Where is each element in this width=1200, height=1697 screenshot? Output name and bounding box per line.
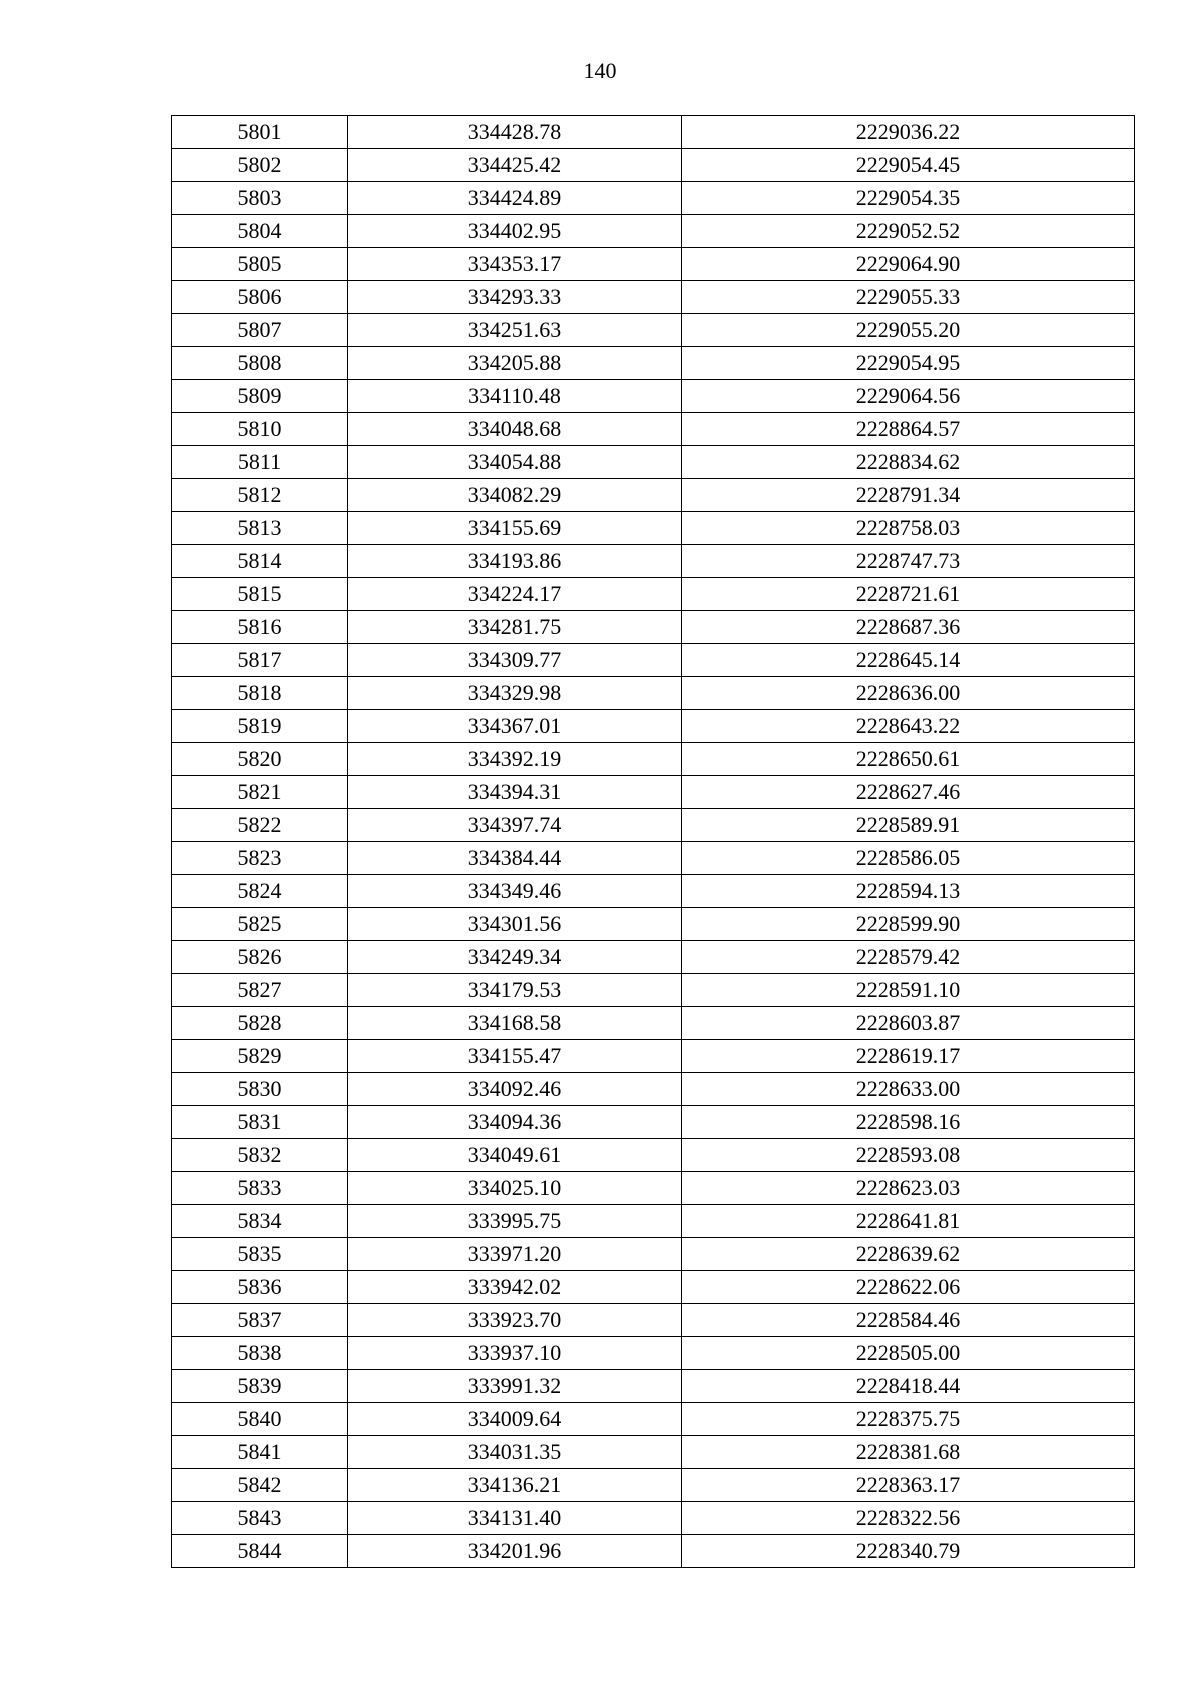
point-number-cell: 5843 (172, 1502, 348, 1535)
table-row (172, 413, 1135, 446)
point-number-cell: 5817 (172, 644, 348, 677)
x-coordinate-cell: 334384.44 (348, 842, 682, 875)
table-row (172, 182, 1135, 215)
x-coordinate-cell: 334009.64 (348, 1403, 682, 1436)
y-coordinate-cell: 2228636.00 (682, 677, 1135, 710)
table-row (172, 1337, 1135, 1370)
y-coordinate-cell: 2228633.00 (682, 1073, 1135, 1106)
x-coordinate-cell: 334397.74 (348, 809, 682, 842)
point-number-cell: 5809 (172, 380, 348, 413)
point-number-cell: 5824 (172, 875, 348, 908)
y-coordinate-cell: 2228864.57 (682, 413, 1135, 446)
y-coordinate-cell: 2228641.81 (682, 1205, 1135, 1238)
x-coordinate-cell: 334131.40 (348, 1502, 682, 1535)
table-row (172, 149, 1135, 182)
table-row (172, 1007, 1135, 1040)
table-row (172, 908, 1135, 941)
x-coordinate-cell: 334049.61 (348, 1139, 682, 1172)
x-coordinate-cell: 334329.98 (348, 677, 682, 710)
x-coordinate-cell: 334205.88 (348, 347, 682, 380)
y-coordinate-cell: 2228375.75 (682, 1403, 1135, 1436)
table-row (172, 974, 1135, 1007)
y-coordinate-cell: 2228591.10 (682, 974, 1135, 1007)
x-coordinate-cell: 334155.69 (348, 512, 682, 545)
coordinates-table-body (172, 116, 1135, 1568)
table-row (172, 1205, 1135, 1238)
point-number-cell: 5840 (172, 1403, 348, 1436)
x-coordinate-cell: 333991.32 (348, 1370, 682, 1403)
x-coordinate-cell: 334179.53 (348, 974, 682, 1007)
y-coordinate-cell: 2228791.34 (682, 479, 1135, 512)
point-number-cell: 5826 (172, 941, 348, 974)
x-coordinate-cell: 333937.10 (348, 1337, 682, 1370)
point-number-cell: 5801 (172, 116, 348, 149)
x-coordinate-cell: 334353.17 (348, 248, 682, 281)
y-coordinate-cell: 2228643.22 (682, 710, 1135, 743)
y-coordinate-cell: 2228586.05 (682, 842, 1135, 875)
table-row (172, 512, 1135, 545)
point-number-cell: 5812 (172, 479, 348, 512)
table-row (172, 446, 1135, 479)
point-number-cell: 5844 (172, 1535, 348, 1568)
point-number-cell: 5808 (172, 347, 348, 380)
point-number-cell: 5813 (172, 512, 348, 545)
x-coordinate-cell: 334249.34 (348, 941, 682, 974)
table-row (172, 1502, 1135, 1535)
point-number-cell: 5831 (172, 1106, 348, 1139)
x-coordinate-cell: 334428.78 (348, 116, 682, 149)
point-number-cell: 5814 (172, 545, 348, 578)
y-coordinate-cell: 2228363.17 (682, 1469, 1135, 1502)
table-row (172, 1370, 1135, 1403)
y-coordinate-cell: 2228340.79 (682, 1535, 1135, 1568)
x-coordinate-cell: 334094.36 (348, 1106, 682, 1139)
x-coordinate-cell: 334281.75 (348, 611, 682, 644)
point-number-cell: 5819 (172, 710, 348, 743)
y-coordinate-cell: 2228623.03 (682, 1172, 1135, 1205)
y-coordinate-cell: 2228721.61 (682, 578, 1135, 611)
point-number-cell: 5838 (172, 1337, 348, 1370)
table-row (172, 248, 1135, 281)
point-number-cell: 5834 (172, 1205, 348, 1238)
y-coordinate-cell: 2228687.36 (682, 611, 1135, 644)
point-number-cell: 5836 (172, 1271, 348, 1304)
point-number-cell: 5832 (172, 1139, 348, 1172)
y-coordinate-cell: 2229036.22 (682, 116, 1135, 149)
point-number-cell: 5841 (172, 1436, 348, 1469)
table-row (172, 1172, 1135, 1205)
x-coordinate-cell: 334082.29 (348, 479, 682, 512)
table-row (172, 875, 1135, 908)
point-number-cell: 5820 (172, 743, 348, 776)
table-row (172, 479, 1135, 512)
point-number-cell: 5811 (172, 446, 348, 479)
y-coordinate-cell: 2228622.06 (682, 1271, 1135, 1304)
point-number-cell: 5804 (172, 215, 348, 248)
x-coordinate-cell: 334394.31 (348, 776, 682, 809)
x-coordinate-cell: 334168.58 (348, 1007, 682, 1040)
y-coordinate-cell: 2228584.46 (682, 1304, 1135, 1337)
point-number-cell: 5816 (172, 611, 348, 644)
table-row (172, 1403, 1135, 1436)
point-number-cell: 5830 (172, 1073, 348, 1106)
table-row (172, 1106, 1135, 1139)
table-row (172, 677, 1135, 710)
table-row (172, 1469, 1135, 1502)
table-row (172, 314, 1135, 347)
point-number-cell: 5837 (172, 1304, 348, 1337)
table-row (172, 347, 1135, 380)
y-coordinate-cell: 2228598.16 (682, 1106, 1135, 1139)
point-number-cell: 5807 (172, 314, 348, 347)
point-number-cell: 5833 (172, 1172, 348, 1205)
y-coordinate-cell: 2228418.44 (682, 1370, 1135, 1403)
y-coordinate-cell: 2229055.20 (682, 314, 1135, 347)
point-number-cell: 5835 (172, 1238, 348, 1271)
y-coordinate-cell: 2228619.17 (682, 1040, 1135, 1073)
table-row (172, 1304, 1135, 1337)
table-row (172, 809, 1135, 842)
x-coordinate-cell: 334092.46 (348, 1073, 682, 1106)
page-number: 140 (583, 58, 617, 83)
y-coordinate-cell: 2229054.95 (682, 347, 1135, 380)
point-number-cell: 5829 (172, 1040, 348, 1073)
x-coordinate-cell: 334392.19 (348, 743, 682, 776)
x-coordinate-cell: 334031.35 (348, 1436, 682, 1469)
x-coordinate-cell: 333923.70 (348, 1304, 682, 1337)
table-row (172, 710, 1135, 743)
y-coordinate-cell: 2228589.91 (682, 809, 1135, 842)
point-number-cell: 5802 (172, 149, 348, 182)
table-row (172, 116, 1135, 149)
x-coordinate-cell: 334048.68 (348, 413, 682, 446)
table-row (172, 1073, 1135, 1106)
x-coordinate-cell: 334367.01 (348, 710, 682, 743)
y-coordinate-cell: 2228747.73 (682, 545, 1135, 578)
point-number-cell: 5815 (172, 578, 348, 611)
y-coordinate-cell: 2228594.13 (682, 875, 1135, 908)
table-row (172, 545, 1135, 578)
table-row (172, 842, 1135, 875)
table-row (172, 215, 1135, 248)
point-number-cell: 5810 (172, 413, 348, 446)
y-coordinate-cell: 2228834.62 (682, 446, 1135, 479)
x-coordinate-cell: 334301.56 (348, 908, 682, 941)
y-coordinate-cell: 2228593.08 (682, 1139, 1135, 1172)
x-coordinate-cell: 334025.10 (348, 1172, 682, 1205)
table-row (172, 611, 1135, 644)
table-row (172, 1271, 1135, 1304)
coordinates-table (171, 115, 1135, 1568)
table-row (172, 941, 1135, 974)
y-coordinate-cell: 2228650.61 (682, 743, 1135, 776)
table-row (172, 743, 1135, 776)
x-coordinate-cell: 334402.95 (348, 215, 682, 248)
x-coordinate-cell: 334349.46 (348, 875, 682, 908)
table-row (172, 578, 1135, 611)
x-coordinate-cell: 334424.89 (348, 182, 682, 215)
y-coordinate-cell: 2228645.14 (682, 644, 1135, 677)
point-number-cell: 5818 (172, 677, 348, 710)
y-coordinate-cell: 2228579.42 (682, 941, 1135, 974)
table-row (172, 1535, 1135, 1568)
point-number-cell: 5828 (172, 1007, 348, 1040)
x-coordinate-cell: 333971.20 (348, 1238, 682, 1271)
table-row (172, 1436, 1135, 1469)
x-coordinate-cell: 334136.21 (348, 1469, 682, 1502)
y-coordinate-cell: 2229052.52 (682, 215, 1135, 248)
point-number-cell: 5805 (172, 248, 348, 281)
y-coordinate-cell: 2228603.87 (682, 1007, 1135, 1040)
x-coordinate-cell: 334309.77 (348, 644, 682, 677)
y-coordinate-cell: 2228505.00 (682, 1337, 1135, 1370)
x-coordinate-cell: 334224.17 (348, 578, 682, 611)
table-row (172, 281, 1135, 314)
x-coordinate-cell: 333995.75 (348, 1205, 682, 1238)
table-row (172, 1238, 1135, 1271)
x-coordinate-cell: 334251.63 (348, 314, 682, 347)
table-row (172, 776, 1135, 809)
point-number-cell: 5839 (172, 1370, 348, 1403)
y-coordinate-cell: 2229054.45 (682, 149, 1135, 182)
x-coordinate-cell: 334293.33 (348, 281, 682, 314)
y-coordinate-cell: 2228627.46 (682, 776, 1135, 809)
table-row (172, 380, 1135, 413)
point-number-cell: 5822 (172, 809, 348, 842)
point-number-cell: 5821 (172, 776, 348, 809)
point-number-cell: 5842 (172, 1469, 348, 1502)
y-coordinate-cell: 2229064.90 (682, 248, 1135, 281)
point-number-cell: 5825 (172, 908, 348, 941)
x-coordinate-cell: 334193.86 (348, 545, 682, 578)
y-coordinate-cell: 2228381.68 (682, 1436, 1135, 1469)
y-coordinate-cell: 2228322.56 (682, 1502, 1135, 1535)
table-row (172, 1139, 1135, 1172)
y-coordinate-cell: 2229054.35 (682, 182, 1135, 215)
y-coordinate-cell: 2228758.03 (682, 512, 1135, 545)
x-coordinate-cell: 333942.02 (348, 1271, 682, 1304)
x-coordinate-cell: 334201.96 (348, 1535, 682, 1568)
point-number-cell: 5803 (172, 182, 348, 215)
table-row (172, 644, 1135, 677)
point-number-cell: 5806 (172, 281, 348, 314)
y-coordinate-cell: 2229055.33 (682, 281, 1135, 314)
point-number-cell: 5823 (172, 842, 348, 875)
y-coordinate-cell: 2228599.90 (682, 908, 1135, 941)
point-number-cell: 5827 (172, 974, 348, 1007)
x-coordinate-cell: 334054.88 (348, 446, 682, 479)
x-coordinate-cell: 334155.47 (348, 1040, 682, 1073)
x-coordinate-cell: 334425.42 (348, 149, 682, 182)
y-coordinate-cell: 2228639.62 (682, 1238, 1135, 1271)
y-coordinate-cell: 2229064.56 (682, 380, 1135, 413)
x-coordinate-cell: 334110.48 (348, 380, 682, 413)
table-row (172, 1040, 1135, 1073)
